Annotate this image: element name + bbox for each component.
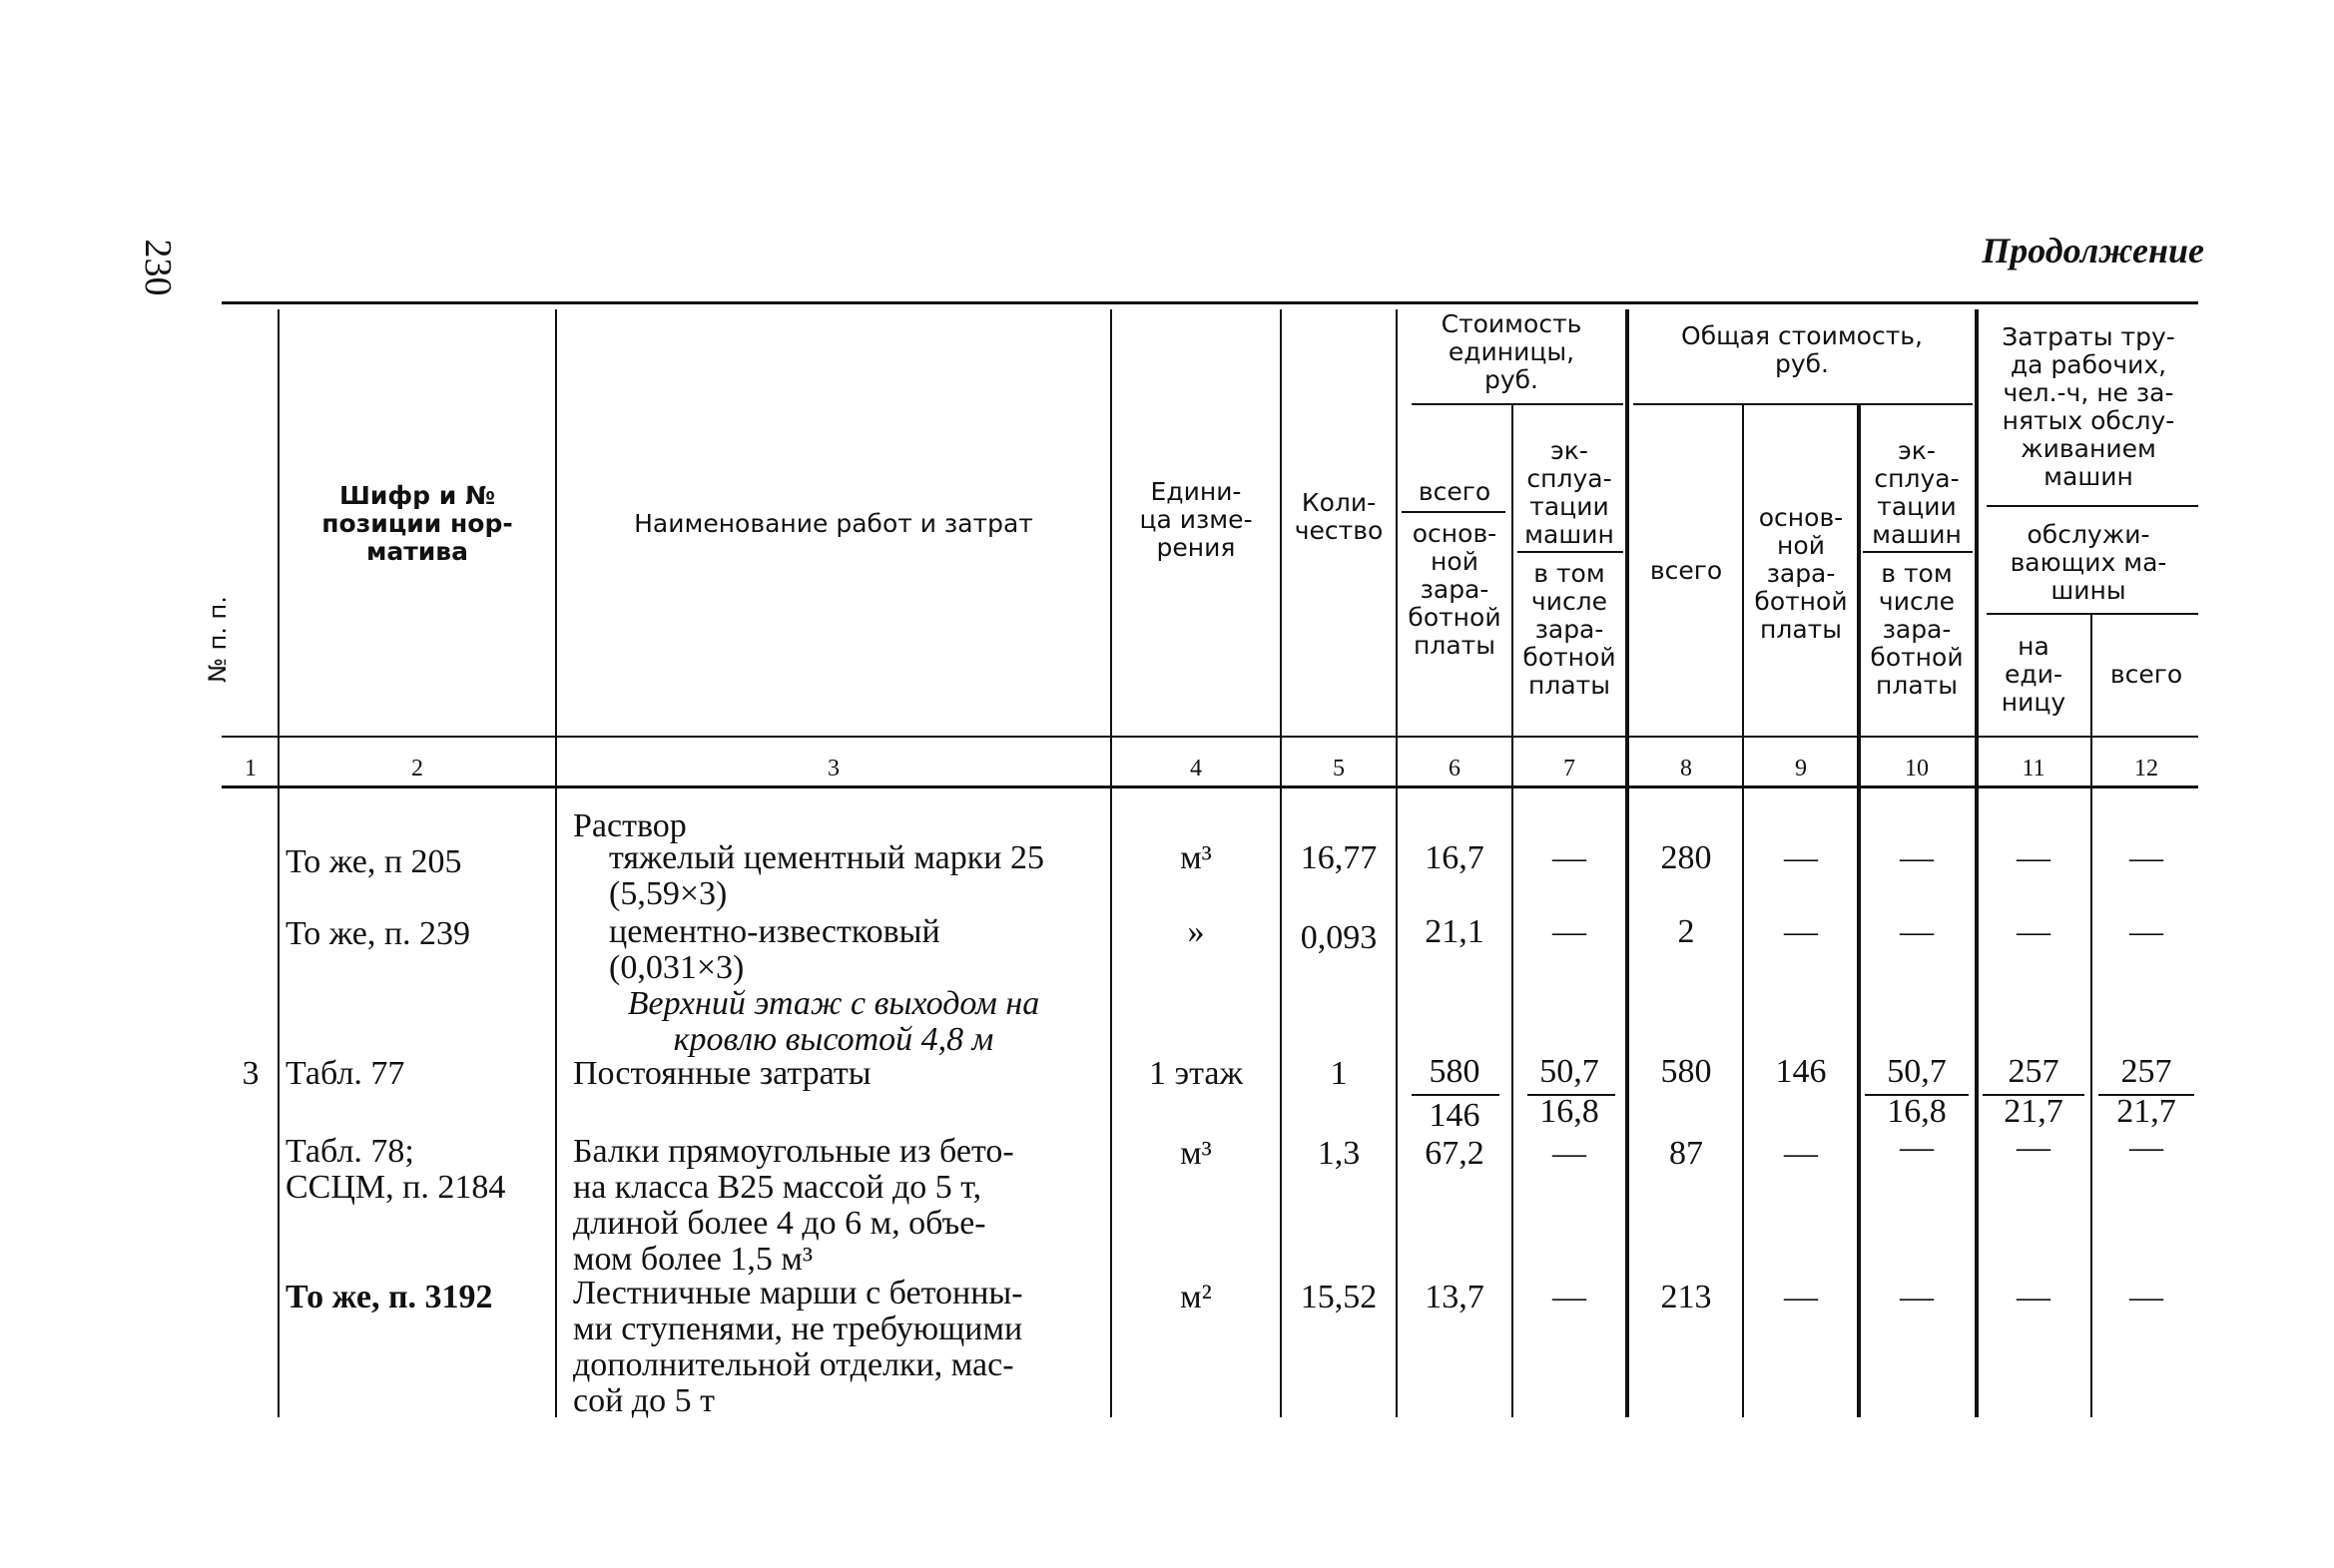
- row3-number: 3: [242, 1055, 260, 1092]
- header-unit-base-wage: основ- ной зара- ботной платы: [1408, 519, 1501, 660]
- header-labor-total: всего: [2109, 660, 2183, 689]
- header-unit: Едини- ца изме- рения: [1139, 477, 1253, 562]
- header-total-base-wage: основ- ной зара- ботной платы: [1754, 503, 1848, 644]
- row4-c11: —: [2017, 1129, 2050, 1166]
- row3-qty: 1: [1330, 1055, 1348, 1092]
- row2-code: То же, п. 239: [286, 915, 471, 952]
- colnum-3: 3: [828, 756, 840, 782]
- row3-c8: 580: [1660, 1053, 1712, 1090]
- row4-c7: —: [1552, 1135, 1586, 1172]
- row3-c11-bottom: 21,7: [2004, 1093, 2063, 1130]
- row1-c12: —: [2129, 839, 2163, 876]
- vrule-4: [1280, 309, 1282, 1417]
- colnum-12: 12: [2134, 756, 2158, 782]
- vrule-8: [1742, 403, 1744, 1417]
- colnum-2: 2: [411, 756, 423, 782]
- colnum-7: 7: [1563, 756, 1575, 782]
- vrule-6: [1511, 403, 1513, 1417]
- row1-c10: —: [1900, 839, 1934, 876]
- header-total-machine-wage: в том числе зара- ботной платы: [1870, 559, 1964, 700]
- header-work-name: Наименование работ и затрат: [634, 509, 1033, 538]
- row2-unit: »: [1187, 913, 1205, 950]
- row5-c11: —: [2017, 1279, 2050, 1315]
- labor-rule: [1987, 505, 2198, 507]
- row3-code: Табл. 77: [286, 1055, 405, 1092]
- row2-c8: 2: [1677, 913, 1695, 950]
- row4-c12: —: [2129, 1129, 2163, 1166]
- row1-c11: —: [2017, 839, 2050, 876]
- header-row-number: № п. п.: [204, 596, 232, 683]
- row5-c9: —: [1784, 1279, 1818, 1315]
- header-unit-machine-wage: в том числе зара- ботной платы: [1522, 559, 1616, 700]
- row3-c12-top: 257: [2120, 1053, 2172, 1090]
- colnum-1: 1: [245, 756, 257, 782]
- row0-name: Раствор: [573, 807, 687, 844]
- row2-qty: 0,093: [1300, 919, 1378, 956]
- row3-unit: 1 этаж: [1149, 1055, 1243, 1092]
- section-title: Верхний этаж с выходом на кровлю высотой 4,8 м: [627, 985, 1040, 1058]
- vrule-11: [2090, 613, 2092, 1417]
- colnum-9: 9: [1795, 756, 1807, 782]
- row4-c10: —: [1900, 1129, 1934, 1166]
- total-machine-rule: [1863, 551, 1973, 553]
- row1-c6: 16,7: [1425, 839, 1484, 876]
- colnum-8: 8: [1680, 756, 1692, 782]
- row1-c9: —: [1784, 839, 1818, 876]
- row4-c8: 87: [1669, 1135, 1703, 1172]
- row5-code: То же, п. 3192: [286, 1279, 493, 1315]
- row3-c11-top: 257: [2008, 1053, 2059, 1090]
- unit-machine-rule: [1517, 551, 1623, 553]
- vrule-2: [555, 309, 557, 1417]
- header-labor: Затраты тру- да рабочих, чел.-ч, не за- нятых обслу- живанием машин: [2002, 322, 2175, 491]
- row3-c7-top: 50,7: [1539, 1053, 1599, 1090]
- colnum-10: 10: [1905, 756, 1929, 782]
- page-number: 230: [137, 239, 179, 296]
- header-labor-per-unit: на еди- ницу: [2001, 632, 2066, 717]
- header-quantity: Коли- чество: [1294, 488, 1384, 545]
- row3-name: Постоянные затраты: [573, 1055, 872, 1092]
- vrule-7: [1625, 309, 1629, 1417]
- header-total-machine: эк- сплуа- тации машин: [1872, 436, 1962, 549]
- header-unit-total: всего: [1418, 477, 1491, 506]
- colnum-bottom-rule: [222, 785, 2198, 788]
- row5-unit: м²: [1180, 1279, 1212, 1315]
- row3-c12-bottom: 21,7: [2116, 1093, 2176, 1130]
- colnum-5: 5: [1333, 756, 1345, 782]
- row1-code: То же, п 205: [286, 843, 462, 880]
- row5-qty: 15,52: [1300, 1279, 1378, 1315]
- header-unit-machine: эк- сплуа- тации машин: [1524, 436, 1614, 549]
- row4-code: Табл. 78; ССЦМ, п. 2184: [286, 1133, 506, 1206]
- vrule-5: [1396, 309, 1398, 1417]
- vrule-1: [278, 309, 280, 1417]
- row2-c7: —: [1552, 913, 1586, 950]
- header-unit-cost: Стоимость единицы, руб.: [1441, 309, 1582, 394]
- total-cost-rule: [1633, 403, 1973, 405]
- colnum-11: 11: [2022, 756, 2045, 782]
- row3-c10-top: 50,7: [1887, 1053, 1947, 1090]
- colnum-6: 6: [1449, 756, 1460, 782]
- row1-name: тяжелый цементный марки 25 (5,59×3): [609, 839, 1044, 912]
- row2-name: цементно-известковый (0,031×3): [609, 913, 940, 986]
- row5-c7: —: [1552, 1279, 1586, 1315]
- row3-c10-bottom: 16,8: [1887, 1093, 1947, 1130]
- unit-total-rule: [1402, 511, 1505, 513]
- row5-c12: —: [2129, 1279, 2163, 1315]
- row3-c7-bottom: 16,8: [1539, 1093, 1599, 1130]
- header-labor-service: обслужи- вающих ма- шины: [2010, 520, 2167, 605]
- row2-c12: —: [2129, 913, 2163, 950]
- row5-c8: 213: [1660, 1279, 1712, 1315]
- colnum-4: 4: [1190, 756, 1202, 782]
- header-bottom-rule: [222, 736, 2198, 738]
- row5-c10: —: [1900, 1279, 1934, 1315]
- row4-qty: 1,3: [1317, 1135, 1361, 1172]
- row3-c6-bottom: 146: [1429, 1097, 1480, 1134]
- unit-cost-rule: [1412, 403, 1623, 405]
- continuation-label: Продолжение: [1982, 231, 2204, 270]
- header-total-cost: Общая стоимость, руб.: [1681, 321, 1923, 378]
- table-top-rule: [222, 301, 2198, 304]
- row2-c11: —: [2017, 913, 2050, 950]
- row2-c9: —: [1784, 913, 1818, 950]
- row3-c6-top: 580: [1429, 1053, 1480, 1090]
- row4-c6: 67,2: [1425, 1135, 1484, 1172]
- row3-c9: 146: [1775, 1053, 1827, 1090]
- row5-name: Лестничные марши с бетонны- ми ступенями, не требующими дополнительной отделки, мас- сой до 5 т: [573, 1275, 1023, 1419]
- row1-c7: —: [1552, 839, 1586, 876]
- row4-unit: м³: [1180, 1135, 1212, 1172]
- row2-c6: 21,1: [1425, 913, 1484, 950]
- row4-c9: —: [1784, 1135, 1818, 1172]
- row1-qty: 16,77: [1300, 839, 1378, 876]
- header-code: Шифр и № позиции нор- матива: [321, 481, 513, 566]
- row3-c6-fraction: [1412, 1094, 1499, 1096]
- header-total-all: всего: [1649, 556, 1723, 585]
- labor-service-rule: [1987, 613, 2198, 615]
- vrule-3: [1110, 309, 1112, 1417]
- row1-c8: 280: [1660, 839, 1712, 876]
- row2-c10: —: [1900, 913, 1934, 950]
- row1-unit: м³: [1180, 839, 1212, 876]
- row5-c6: 13,7: [1425, 1279, 1484, 1315]
- row4-name: Балки прямоугольные из бето- на класса В25 массой до 5 т, длиной более 4 до 6 м, объе- мом более 1,5 м³: [573, 1133, 1014, 1278]
